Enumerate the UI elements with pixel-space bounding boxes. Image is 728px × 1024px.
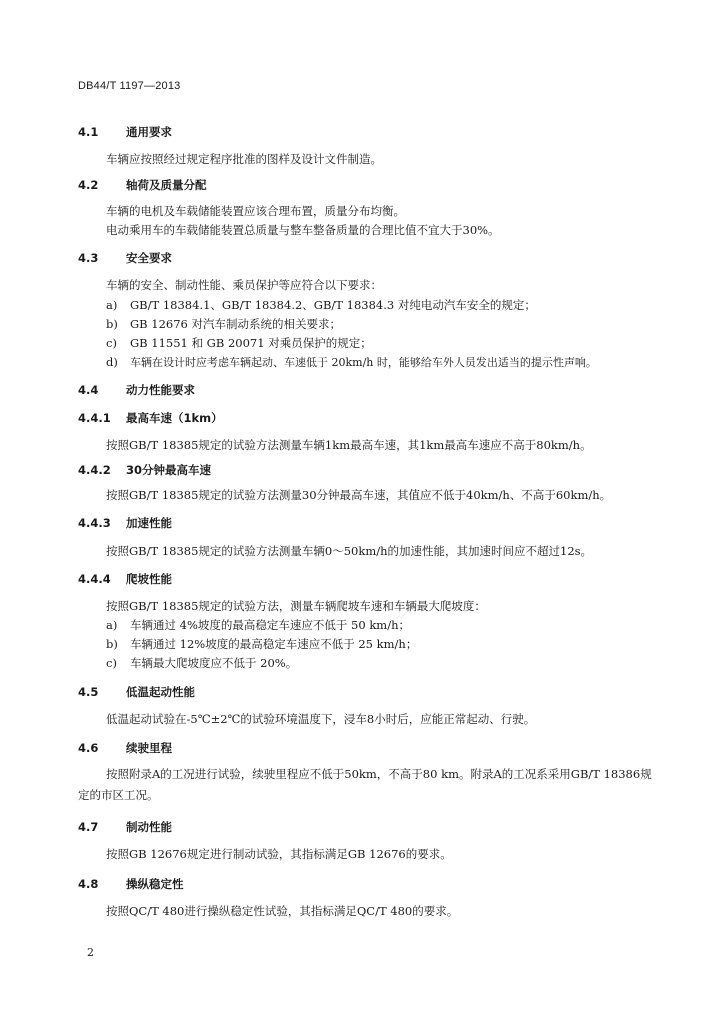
section-number: 4.7 bbox=[78, 820, 99, 834]
list-text: 车辆最大爬坡度应不低于 20%。 bbox=[130, 656, 298, 670]
list-marker: c) bbox=[106, 656, 117, 670]
section-title: 30分钟最高车速 bbox=[126, 463, 212, 477]
section-title: 操纵稳定性 bbox=[126, 877, 184, 891]
section-number: 4.8 bbox=[78, 877, 99, 891]
list-marker: b) bbox=[106, 637, 118, 651]
list-item bbox=[106, 316, 341, 332]
section-heading bbox=[78, 177, 207, 193]
list-text: 车辆在设计时应考虑车辆起动、车速低于 20km/h 时，能够给车外人员发出适当的提示性声响。 bbox=[130, 356, 597, 369]
section-heading bbox=[78, 684, 195, 700]
list-text: 车辆通过 12%坡度的最高稳定车速应不低于 25 km/h； bbox=[130, 637, 418, 651]
paragraph: 车辆的电机及车载储能装置应该合理布置，质量分布均衡。 bbox=[106, 204, 405, 218]
list-marker: d) bbox=[106, 355, 118, 369]
paragraph: 按照GB 12676规定进行制动试验，其指标满足GB 12676的要求。 bbox=[106, 847, 452, 861]
section-title: 制动性能 bbox=[126, 820, 172, 834]
paragraph: 低温起动试验在-5℃±2℃的试验环境温度下，浸车8小时后，应能正常起动、行驶。 bbox=[106, 712, 536, 726]
section-title: 最高车速（1km） bbox=[126, 411, 223, 425]
list-marker: a) bbox=[106, 298, 118, 312]
paragraph: 按照GB/T 18385规定的试验方法测量车辆1km最高车速，其1km最高车速应不高于80km/h。 bbox=[106, 438, 592, 452]
section-number: 4.3 bbox=[78, 251, 99, 265]
paragraph: 按照QC/T 480进行操纵稳定性试验，其指标满足QC/T 480的要求。 bbox=[106, 904, 459, 918]
section-title: 轴荷及质量分配 bbox=[126, 178, 207, 192]
section-number: 4.4.1 bbox=[78, 411, 111, 425]
list-text: GB 11551 和 GB 20071 对乘员保护的规定； bbox=[130, 336, 372, 350]
doc-code: DB44/T 1197—2013 bbox=[78, 80, 181, 92]
page-number: 2 bbox=[87, 946, 94, 959]
section-heading bbox=[78, 410, 223, 426]
section-title: 动力性能要求 bbox=[126, 383, 195, 397]
paragraph: 按照GB/T 18385规定的试验方法测量30分钟最高车速，其值应不低于40km/h、不高于60km/h。 bbox=[106, 488, 612, 502]
section-title: 通用要求 bbox=[126, 125, 172, 139]
list-marker: b) bbox=[106, 317, 118, 331]
section-title: 安全要求 bbox=[126, 251, 172, 265]
paragraph: 车辆的安全、制动性能、乘员保护等应符合以下要求： bbox=[106, 278, 382, 292]
section-number: 4.6 bbox=[78, 741, 99, 755]
section-number: 4.4 bbox=[78, 383, 99, 397]
section-title: 续驶里程 bbox=[126, 741, 172, 755]
section-heading bbox=[78, 462, 211, 478]
section-number: 4.4.2 bbox=[78, 463, 111, 477]
paragraph: 按照GB/T 18385规定的试验方法，测量车辆爬坡车速和车辆最大爬坡度： bbox=[106, 599, 486, 613]
list-marker: c) bbox=[106, 336, 117, 350]
section-title: 加速性能 bbox=[126, 516, 172, 530]
section-heading bbox=[78, 571, 172, 587]
list-item bbox=[106, 354, 597, 370]
paragraph: 电动乘用车的车载储能装置总质量与整车整备质量的合理比值不宜大于30%。 bbox=[106, 223, 500, 237]
section-heading bbox=[78, 124, 172, 140]
list-item bbox=[106, 655, 297, 671]
section-heading bbox=[78, 876, 184, 892]
paragraph: 按照GB/T 18385规定的试验方法测量车辆0～50km/h的加速性能，其加速时间应不超过12s。 bbox=[106, 544, 593, 558]
section-heading bbox=[78, 382, 195, 398]
section-heading bbox=[78, 250, 172, 266]
list-text: 车辆通过 4%坡度的最高稳定车速应不低于 50 km/h； bbox=[130, 618, 410, 632]
section-number: 4.1 bbox=[78, 125, 99, 139]
list-text: GB/T 18384.1、GB/T 18384.2、GB/T 18384.3 对纯电动汽车安全的规定； bbox=[130, 298, 536, 312]
section-heading bbox=[78, 515, 172, 531]
section-number: 4.4.3 bbox=[78, 516, 111, 530]
section-heading bbox=[78, 819, 172, 835]
list-item bbox=[106, 335, 372, 351]
list-item bbox=[106, 297, 536, 313]
paragraph: 车辆应按照经过规定程序批准的图样及设计文件制造。 bbox=[106, 152, 382, 166]
section-title: 低温起动性能 bbox=[126, 685, 195, 699]
section-number: 4.4.4 bbox=[78, 572, 111, 586]
section-number: 4.5 bbox=[78, 685, 99, 699]
list-text: GB 12676 对汽车制动系统的相关要求； bbox=[130, 317, 342, 331]
section-title: 爬坡性能 bbox=[126, 572, 172, 586]
section-number: 4.2 bbox=[78, 178, 99, 192]
section-heading bbox=[78, 740, 172, 756]
list-item bbox=[106, 636, 417, 652]
paragraph: 按照附录A的工况进行试验，续驶里程应不低于50km，不高于80 km。附录A的工况系采用GB/T 18386规定的市区工况。 bbox=[78, 767, 652, 802]
list-marker: a) bbox=[106, 618, 118, 632]
list-item bbox=[106, 617, 410, 633]
